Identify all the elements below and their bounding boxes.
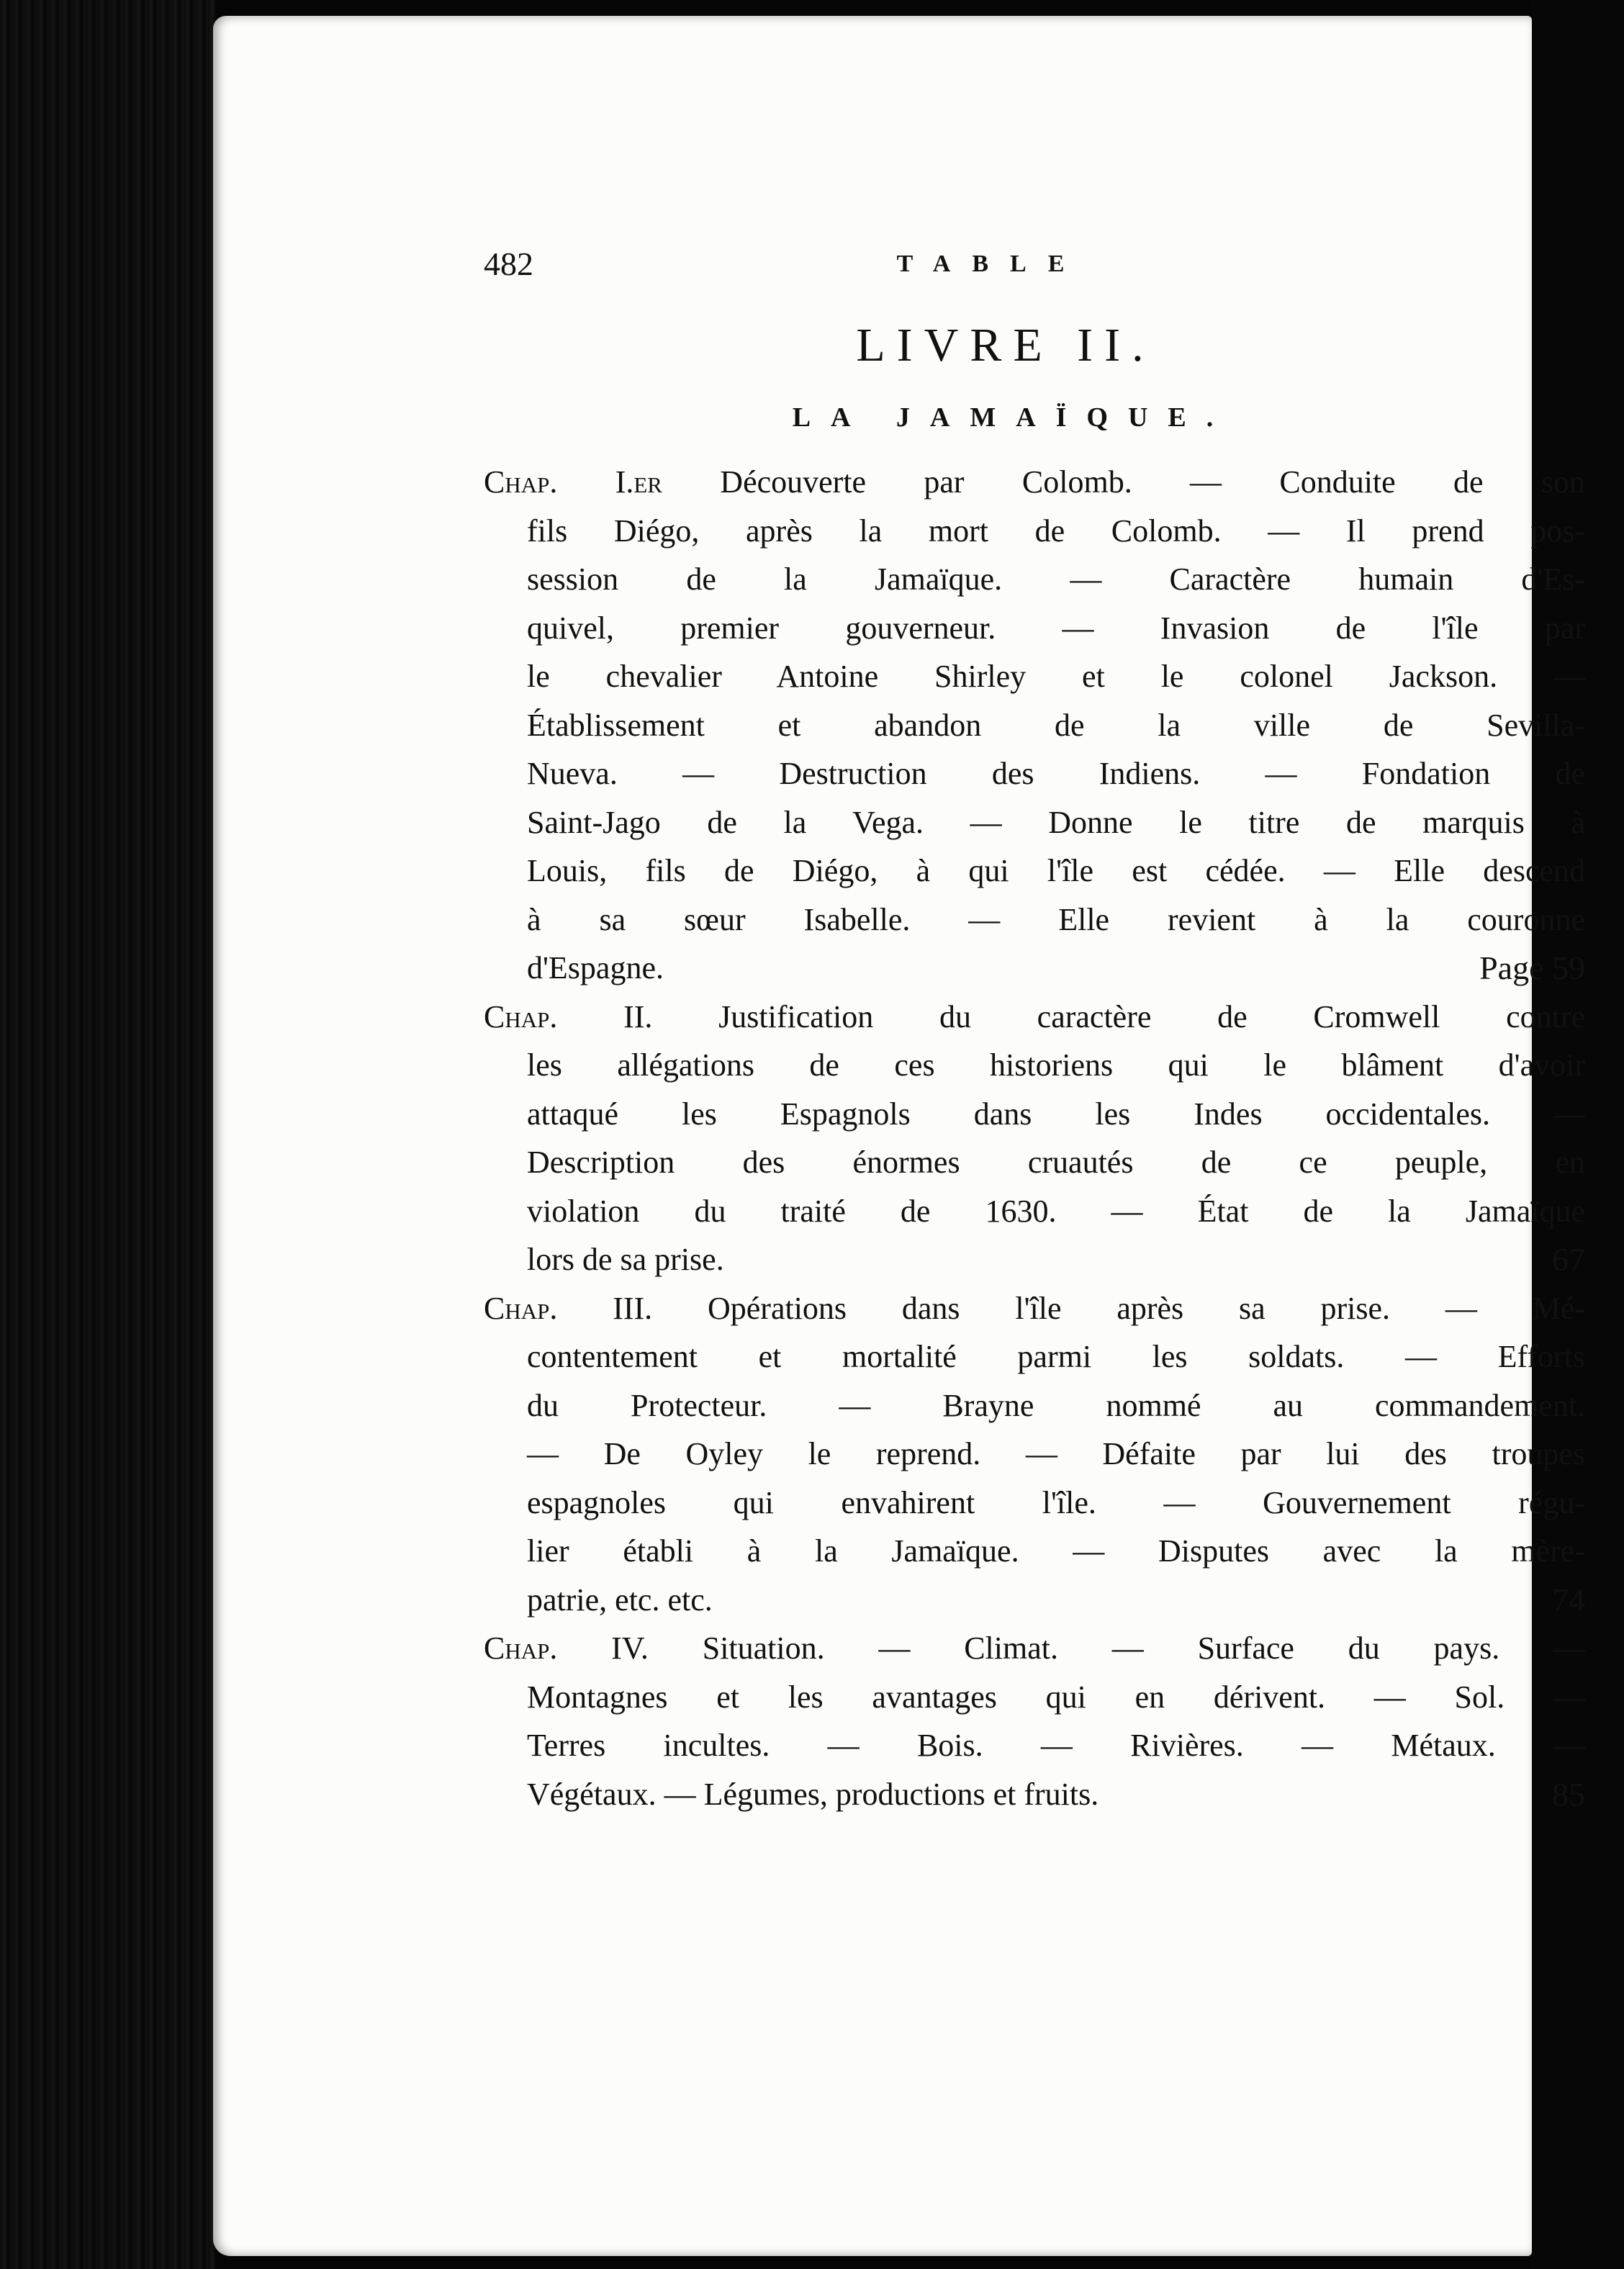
chapter-text-line: Végétaux. — Légumes, productions et fruits. [527,1776,1099,1812]
book-page [213,16,1586,2256]
chapter-last-line [484,1770,1585,1819]
chapter-first-line [484,1624,1585,1673]
chapter-text-line: fils Diégo, après la mort de Colomb. — Il prend pos- [527,513,1585,549]
chapter-text-line: session de la Jamaïque. — Caractère humain d'Es- [527,561,1585,597]
chapter-text-line: Établissement et abandon de la ville de Sevilla- [527,707,1585,743]
chapter-text-line: du Protecteur. — Brayne nommé au commandement. [527,1387,1585,1423]
chapter-text-line: lier établi à la Jamaïque. — Disputes avec la mère- [527,1533,1585,1569]
table-of-contents [484,225,1585,1818]
chapter-text-line: quivel, premier gouverneur. — Invasion de l'île par [527,610,1585,646]
chapter-text-line: lors de sa prise. [527,1242,724,1277]
chapter-first-line [484,993,1585,1042]
page-reference: 85 [1552,1775,1585,1813]
chapter-first-line [484,1284,1585,1333]
chapter-text-line: attaqué les Espagnols dans les Indes occidentales. — [527,1096,1585,1132]
chapter-label: Chap. II. [484,998,653,1034]
chapter-label: Chap. I.er [484,464,662,500]
chapter-text-line: espagnoles qui envahirent l'île. — Gouvernement régu- [527,1484,1585,1520]
page-header [484,225,1585,289]
page-reference: 74 [1552,1581,1585,1618]
chapter-text-line: Description des énormes cruautés de ce peuple, en [527,1145,1585,1180]
chapter-text-line: — De Oyley le reprend. — Défaite par lui des troupes [527,1436,1585,1471]
chapter-list [484,458,1585,1818]
chapter-label: Chap. IV. [484,1630,649,1666]
chapter-last-line [484,1576,1585,1625]
chapter-text-line: Nueva. — Destruction des Indiens. — Fondation de [527,756,1585,791]
chapter-last-line [484,944,1585,993]
chapter-text-line: Montagnes et les avantages qui en dérivent. — Sol. — [527,1679,1585,1715]
chapter-text-line: à sa sœur Isabelle. — Elle revient à la couronne [527,901,1585,937]
chapter-text-line: Découverte par Colomb. — Conduite de son [720,464,1585,500]
chapter-first-line [484,458,1585,507]
chapter-entry [484,1624,1585,1818]
chapter-text-line: patrie, etc. etc. [527,1582,713,1618]
book-title: LIVRE II. [856,319,1155,371]
chapter-label: Chap. III. [484,1290,653,1326]
chapter-text-line: Terres incultes. — Bois. — Rivières. — Métaux. — [527,1728,1585,1763]
book-binding-left [0,0,216,2269]
section-title: LA JAMAÏQUE. [792,402,1234,433]
chapter-text-line: d'Espagne. [527,950,664,985]
page-reference: 67 [1552,1241,1585,1278]
chapter-text-line: Opérations dans l'île après sa prise. — Mé- [708,1290,1585,1326]
running-title: TABLE [896,251,1086,277]
chapter-entry [484,1284,1585,1625]
chapter-text-line: le chevalier Antoine Shirley et le colonel Jackson. — [527,659,1585,694]
chapter-last-line [484,1235,1585,1284]
chapter-text-line: Louis, fils de Diégo, à qui l'île est cédée. — Elle descend [527,853,1585,888]
chapter-text-line: violation du traité de 1630. — État de la Jamaïque [527,1193,1585,1229]
page-reference: Page 59 [1479,949,1585,986]
chapter-entry [484,458,1585,993]
chapter-text-line: les allégations de ces historiens qui le blâment d'avoir [527,1047,1585,1083]
chapter-text-line: Situation. — Climat. — Surface du pays. — [702,1630,1585,1666]
chapter-text-line: contentement et mortalité parmi les soldats. — Efforts [527,1339,1585,1374]
page-number: 482 [484,245,533,282]
chapter-entry [484,993,1585,1284]
chapter-text-line: Justification du caractère de Cromwell contre [718,998,1586,1034]
chapter-text-line: Saint-Jago de la Vega. — Donne le titre de marquis à [527,804,1585,840]
